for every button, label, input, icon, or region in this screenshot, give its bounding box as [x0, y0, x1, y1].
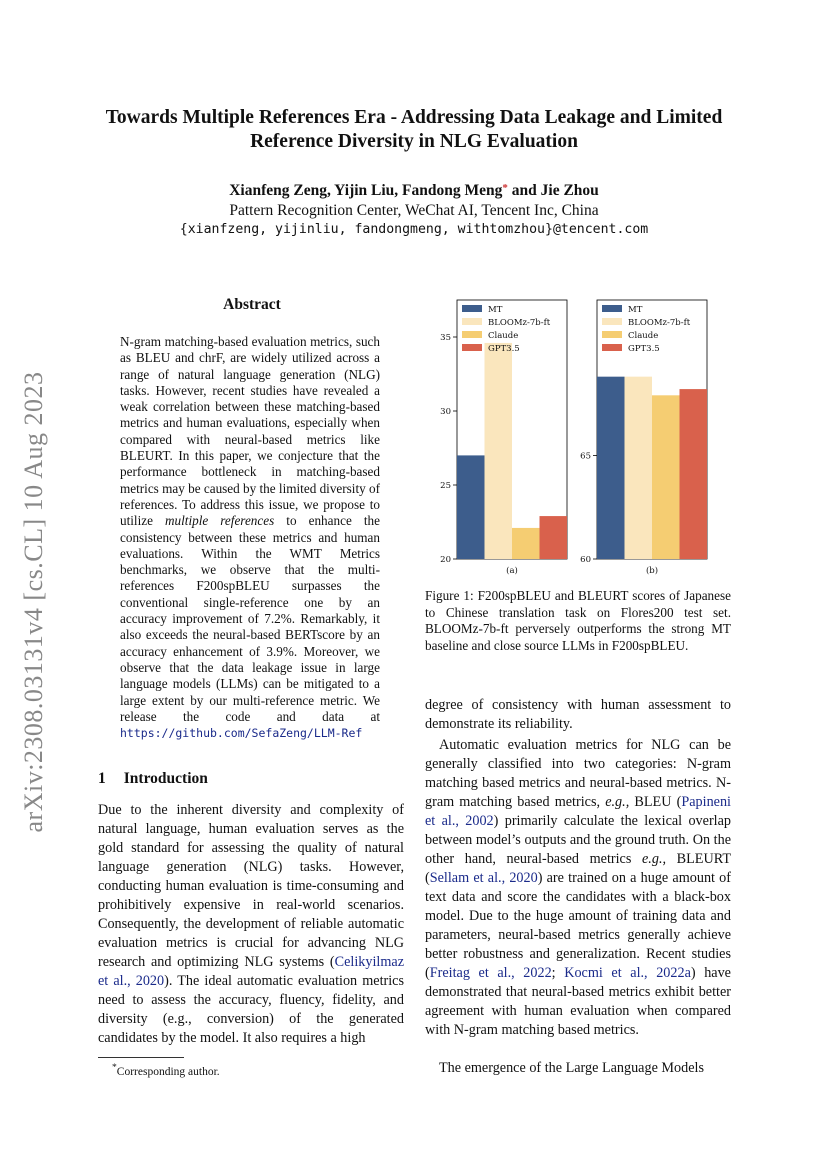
section-number: 1: [98, 770, 106, 787]
figure-1: [422, 298, 740, 582]
right-text-c: ) primarily calculate the lexical overlap between model’s outputs and the ground truth. On the other hand, neural-based metrics: [425, 813, 732, 867]
bar-mt: [597, 377, 625, 559]
legend-swatch: [602, 305, 622, 312]
citation-link[interactable]: Papineni et al., 2002: [425, 794, 731, 829]
y-tick-label: 20: [440, 555, 451, 565]
citation-link[interactable]: Celikyilmaz et al., 2020: [98, 954, 404, 989]
legend-swatch: [462, 344, 482, 351]
intro-text-a: Due to the inherent diversity and complexity of natural language, human evaluation serves as the gold standard for assessing the quality of natural language generation (NLG) tasks. However, conducting human evaluation is time-consuming and prohibitively expensive in real-world scenarios. Consequently, the development of reliable automatic evaluation metrics is crucial for advancing NLG research and optimizing NLG systems (: [98, 802, 404, 970]
citation-link[interactable]: Sellam et al., 2020: [429, 870, 538, 886]
legend-label: Claude: [488, 331, 519, 341]
x-axis-label: (a): [506, 566, 518, 576]
footnote-mark: *: [112, 1062, 117, 1073]
bar-claude: [652, 395, 680, 559]
abstract-text-1: N-gram matching-based evaluation metrics, such as BLEU and chrF, are widely utilized across a range of natural language generation (NLG) tasks. However, recent studies have revealed a weak correlation between these matching-based metrics and human evaluations, especially when compared with neural-based metrics like BLEURT. In this paper, we conjecture that the performance bottleneck in matching-based metrics may be caused by the limited diversity of references. To address this issue, we propose to utilize: [120, 334, 381, 529]
footnote-text: Corresponding author.: [116, 1065, 220, 1078]
intro-left-column: [98, 801, 404, 1048]
title-line-1: Towards Multiple References Era - Addressing Data Leakage and Limited: [105, 107, 723, 128]
legend-label: MT: [628, 305, 643, 315]
legend-swatch: [602, 331, 622, 338]
y-tick-label: 35: [440, 333, 451, 343]
authors-part-2: and Jie Zhou: [507, 182, 599, 199]
bar-gpt3-5: [680, 389, 708, 559]
bar-bloomz-7b-ft: [485, 343, 513, 559]
intro-right-paragraph-0: degree of consistency with human assessment to demonstrate its reliability.: [425, 697, 731, 732]
right-text-a: Automatic evaluation metrics for NLG can be generally classified into two categories: N-gram matching based metrics and neural-based metrics. N-gram matching based metrics,: [425, 737, 731, 810]
footnote-rule: [98, 1057, 184, 1058]
y-tick-label: 60: [580, 555, 591, 565]
right-text-g: ) have demonstrated that neural-based metrics exhibit better agreement with human evaluation when compared with N-gram matching based metrics.: [425, 965, 731, 1038]
bar-mt: [457, 455, 485, 559]
legend-label: BLOOMz-7b-ft: [628, 318, 691, 328]
bar-bloomz-7b-ft: [625, 377, 653, 559]
abstract-emphasis: multiple references: [165, 513, 275, 529]
legend-swatch: [602, 344, 622, 351]
bar-charts: [422, 298, 740, 582]
x-axis-label: (b): [645, 566, 659, 576]
legend-label: GPT3.5: [628, 344, 660, 354]
bar-claude: [512, 528, 540, 559]
affiliation: Pattern Recognition Center, WeChat AI, Tencent Inc, China: [229, 202, 599, 219]
legend-swatch: [462, 331, 482, 338]
intro-right-paragraph-2: The emergence of the Large Language Models: [439, 1060, 704, 1076]
legend-label: Claude: [628, 331, 659, 341]
legend-label: MT: [488, 305, 503, 315]
right-text-d: BLEURT (: [425, 851, 731, 886]
legend-swatch: [602, 318, 622, 325]
right-eg-1: e.g.,: [605, 794, 630, 810]
footnote: [112, 1062, 220, 1078]
abstract-heading: Abstract: [223, 296, 281, 313]
bar-gpt3-5: [540, 516, 568, 559]
code-url-link[interactable]: https://github.com/SefaZeng/LLM-Ref: [120, 726, 363, 741]
corresponding-author-mark: *: [502, 182, 508, 194]
legend-swatch: [462, 318, 482, 325]
section-title: Introduction: [123, 770, 208, 787]
arxiv-identifier-text: arXiv:2308.03131v4 [cs.CL] 10 Aug 2023: [19, 371, 48, 833]
authors-part-1: Xianfeng Zeng, Yijin Liu, Fandong Meng: [229, 182, 503, 199]
section-heading-introduction: [98, 770, 208, 788]
figure-caption: Figure 1: F200spBLEU and BLEURT scores of Japanese to Chinese translation task on Flores200 test set. BLOOMz-7b-ft perversely outperforms the strong MT baseline and close source LLMs in F200spBLEU.: [425, 588, 731, 653]
right-text-e: ) are trained on a huge amount of text data and score the candidates with a black-box model. Due to the huge amount of training data and parameters, neural-based metrics generally achieve better robustness and generalization. Recent studies (: [425, 870, 731, 981]
right-text-b: BLEU (: [629, 794, 682, 810]
author-list: [70, 182, 758, 200]
arxiv-identifier: [10, 352, 58, 852]
legend-label: BLOOMz-7b-ft: [488, 318, 551, 328]
right-eg-2: e.g.,: [642, 851, 667, 867]
right-text-f: ;: [551, 965, 565, 981]
abstract-body: [120, 334, 380, 741]
y-tick-label: 65: [580, 451, 591, 462]
citation-link[interactable]: Freitag et al., 2022: [429, 965, 552, 981]
y-tick-label: 30: [440, 407, 451, 417]
intro-right-paragraph-1: [425, 736, 731, 1040]
paper-title: [70, 106, 758, 154]
legend-swatch: [462, 305, 482, 312]
author-emails: {xianfzeng, yijinliu, fandongmeng, withtomzhou}@tencent.com: [179, 222, 649, 237]
y-tick-label: 25: [440, 481, 451, 491]
citation-link[interactable]: Kocmi et al., 2022a: [564, 965, 691, 981]
intro-text-b: ). The ideal automatic evaluation metrics need to assess the accuracy, fluency, fidelity, and diversity (e.g., conversion) of the generated candidates by the model. It also requires a high: [98, 973, 404, 1046]
abstract-text-2: to enhance the consistency between these metrics and human evaluations. Within the WMT Metrics benchmarks, we observe that the multi-references F200spBLEU surpasses the conventional single-reference one by an accuracy improvement of 7.2%. Remarkably, it also exceeds the neural-based BERTscore by an accuracy enhancement of 3.9%. Moreover, we observe that the data leakage issue in large language models (LLMs) can be mitigated to a large extent by our multi-reference metric. We release the code and data at: [120, 513, 380, 724]
legend-label: GPT3.5: [488, 344, 520, 354]
title-line-2: Reference Diversity in NLG Evaluation: [250, 131, 578, 152]
